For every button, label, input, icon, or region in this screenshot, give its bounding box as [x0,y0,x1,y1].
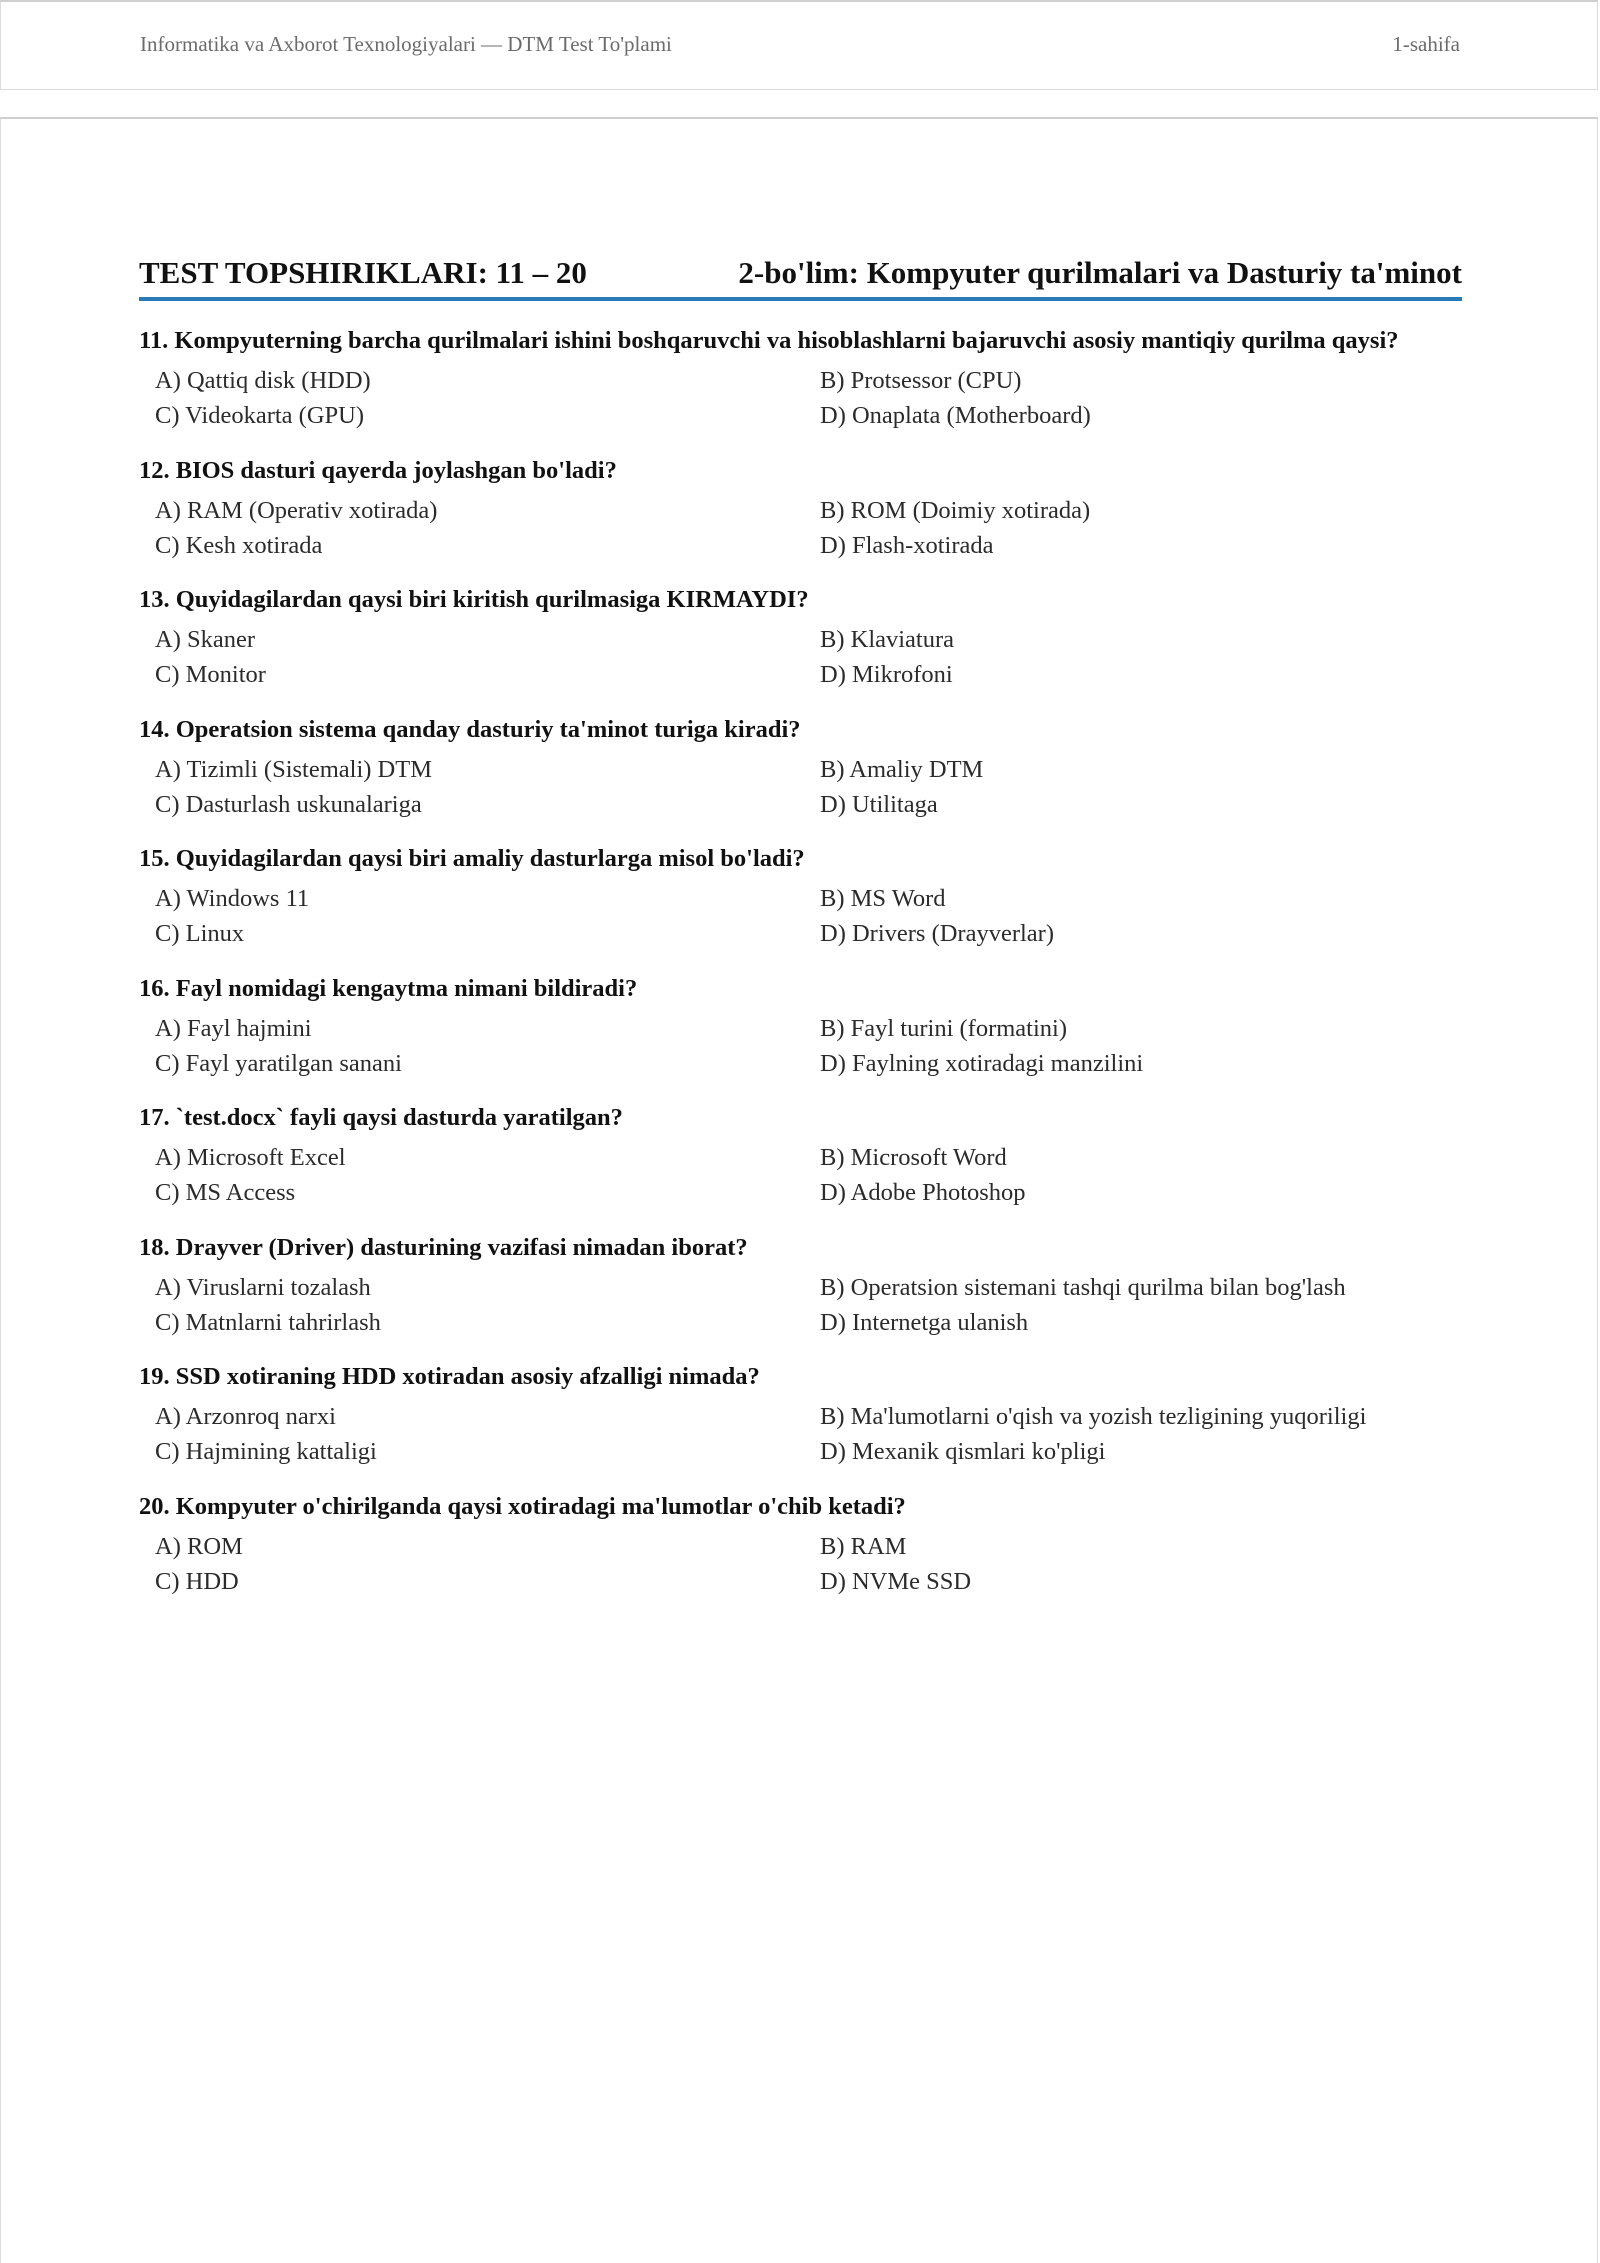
question-text: 12. BIOS dasturi qayerda joylashgan bo'ladi? [139,456,617,484]
answer-option-b: B) Operatsion sistemani tashqi qurilma bilan bog'lash [820,1273,1346,1301]
answer-option-a: A) Windows 11 [155,885,310,912]
answer-option-c: C) HDD [155,1567,239,1595]
question-item [139,1104,1469,1234]
question-text: 17. `test.docx` fayli qaysi dasturda yaratilgan? [139,1104,623,1131]
section-topic-title: 2-bo'lim: Kompyuter qurilmalari va Dasturiy ta'minot [738,255,1462,290]
answer-option-d: D) Mexanik qismlari ko'pligi [820,1438,1106,1465]
answer-option-a: A) Fayl hajmini [155,1014,312,1042]
answer-option-b: B) Amaliy DTM [820,755,984,783]
answer-option-b: B) Klaviatura [820,626,955,653]
answer-option-b: B) Ma'lumotlarni o'qish va yozish tezligining yuqoriligi [820,1403,1367,1430]
answer-option-a: A) Tizimli (Sistemali) DTM [155,755,433,783]
answer-option-b: B) ROM (Doimiy xotirada) [820,496,1091,524]
answer-option-d: D) Drivers (Drayverlar) [820,920,1054,947]
page-number: 1-sahifa [1392,32,1460,56]
answer-option-c: C) Dasturlash uskunalariga [155,790,422,818]
answer-option-a: A) Skaner [155,626,256,653]
question-item [139,1493,1469,1623]
answer-option-a: A) Viruslarni tozalash [155,1273,371,1301]
page-header [0,0,1598,90]
question-text: 16. Fayl nomidagi kengaytma nimani bildiradi? [139,974,638,1002]
answer-option-d: D) Faylning xotiradagi manzilini [820,1049,1144,1077]
answer-option-b: B) Protsessor (CPU) [820,367,1022,394]
answer-option-c: C) Linux [155,920,245,947]
question-text: 19. SSD xotiraning HDD xotiradan asosiy afzalligi nimada? [139,1363,760,1390]
answer-option-a: A) Qattiq disk (HDD) [155,367,371,394]
answer-option-a: A) RAM (Operativ xotirada) [155,496,438,524]
answer-option-c: C) Videokarta (GPU) [155,402,365,429]
answer-option-d: D) NVMe SSD [820,1567,972,1595]
question-item [139,457,1469,587]
answer-option-c: C) Kesh xotirada [155,531,323,559]
question-text: 18. Drayver (Driver) dasturining vazifasi nimadan iborat? [139,1233,748,1261]
answer-option-d: D) Adobe Photoshop [820,1179,1026,1206]
question-item [139,716,1469,846]
question-item [139,1234,1469,1364]
section-heading [139,251,1462,301]
answer-option-d: D) Flash-xotirada [820,531,994,559]
answer-option-a: A) Arzonroq narxi [155,1403,336,1430]
document-title: Informatika va Axborot Texnologiyalari — DTM Test To'plami [140,32,672,56]
question-item [139,586,1469,716]
question-text: 13. Quyidagilardan qaysi biri kiritish qurilmasiga KIRMAYDI? [139,586,809,613]
question-list [139,327,1469,1622]
question-text: 20. Kompyuter o'chirilganda qaysi xotiradagi ma'lumotlar o'chib ketadi? [139,1492,906,1520]
answer-option-d: D) Onaplata (Motherboard) [820,402,1091,429]
answer-option-d: D) Utilitaga [820,790,938,818]
answer-option-d: D) Internetga ulanish [820,1308,1029,1336]
answer-option-a: A) Microsoft Excel [155,1144,346,1171]
answer-option-b: B) Microsoft Word [820,1144,1007,1171]
section-range-title: TEST TOPSHIRIKLARI: 11 – 20 [139,255,587,290]
question-item [139,845,1469,975]
answer-option-c: C) Monitor [155,661,266,688]
answer-option-b: B) RAM [820,1532,907,1560]
question-item [139,975,1469,1105]
answer-option-c: C) Fayl yaratilgan sanani [155,1049,402,1077]
question-text: 14. Operatsion sistema qanday dasturiy ta'minot turiga kiradi? [139,715,801,743]
answer-option-c: C) Matnlarni tahrirlash [155,1308,381,1336]
question-text: 11. Kompyuterning barcha qurilmalari ishini boshqaruvchi va hisoblashlarni bajaruvchi asosiy mantiqiy qurilma qaysi? [139,327,1399,354]
answer-option-b: B) MS Word [820,885,946,912]
answer-option-c: C) MS Access [155,1179,296,1206]
answer-option-b: B) Fayl turini (formatini) [820,1014,1067,1042]
question-item [139,1363,1469,1493]
answer-option-c: C) Hajmining kattaligi [155,1438,377,1465]
question-text: 15. Quyidagilardan qaysi biri amaliy dasturlarga misol bo'ladi? [139,845,805,872]
answer-option-a: A) ROM [155,1532,243,1560]
question-item [139,327,1469,457]
answer-option-d: D) Mikrofoni [820,661,953,688]
